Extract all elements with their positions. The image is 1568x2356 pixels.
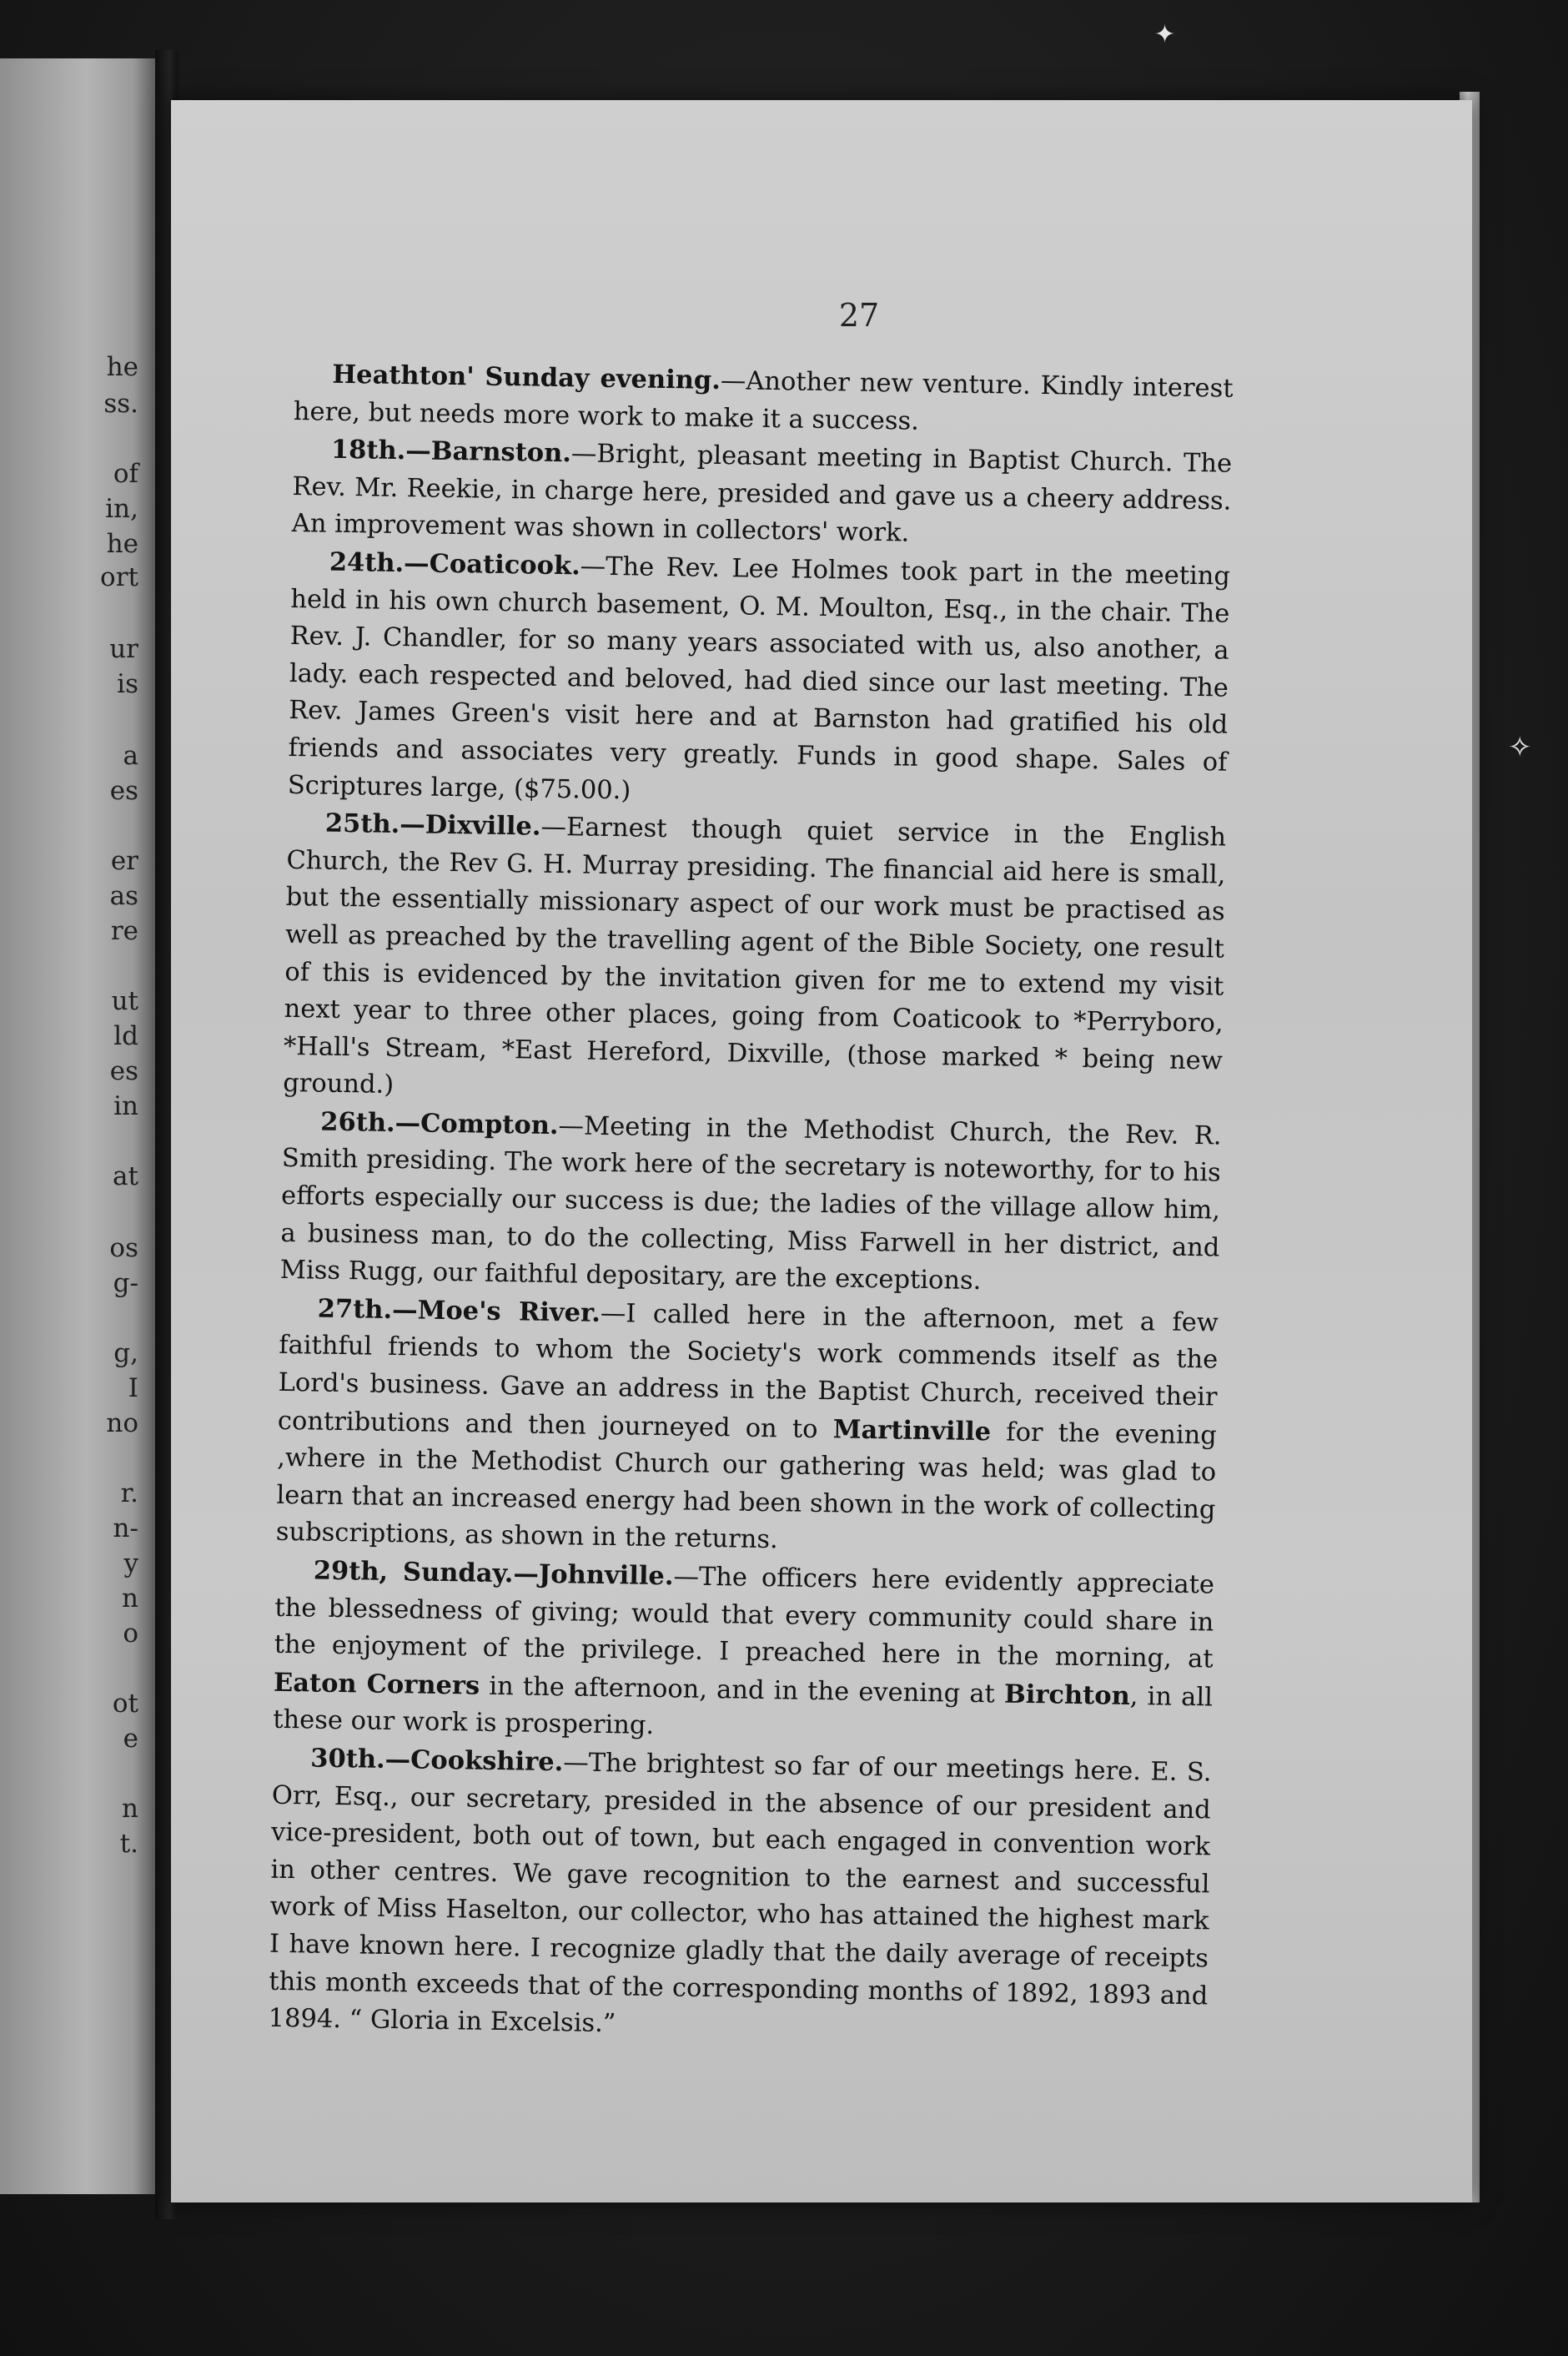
place-name: Eaton Corners: [273, 1667, 480, 1701]
page-number: 27: [838, 297, 880, 334]
left-page-fragment: no: [106, 1408, 138, 1438]
left-page-fragment: n-: [113, 1513, 138, 1543]
left-page-fragment: es: [109, 776, 138, 806]
scan-speck: ✧: [1508, 731, 1532, 764]
entry-body: —Another new venture. Kindly interest here, but needs more work to make it a success.: [293, 366, 1234, 436]
left-page-fragment: e: [123, 1724, 138, 1754]
left-page-fragment: ss.: [103, 389, 138, 419]
left-page-fragment: a: [123, 741, 138, 771]
left-page-fragment: he: [106, 352, 138, 382]
left-page-fragment: os: [109, 1233, 138, 1263]
entry-paragraph: [294, 355, 1234, 446]
entry-body: —The officers here evidently appreciate the blessedness of giving; would that every community could share in the enjoyment of the privilege. I preached here in the morning, at: [274, 1562, 1215, 1674]
left-page-fragment: he: [106, 529, 138, 559]
scan-speck: ✦: [1154, 20, 1176, 49]
left-page-fragment: is: [117, 669, 138, 699]
left-page-fragment: r.: [120, 1478, 138, 1508]
left-page-fragment: at: [113, 1161, 138, 1191]
place-name: Martinville: [832, 1413, 992, 1447]
entry-heading: Heathton' Sunday evening.: [332, 359, 721, 396]
left-page-fragment: ot: [112, 1689, 138, 1719]
entry-paragraph: [283, 804, 1226, 1117]
entry-heading: 25th.—Dixville.: [324, 808, 541, 842]
entry-body: , in all these our work is prospering.: [273, 1681, 1214, 1741]
entry-paragraph: [279, 1103, 1221, 1305]
left-facing-page: [0, 58, 157, 2194]
place-name: Birchton: [1003, 1679, 1131, 1711]
entry-body: —Earnest though quiet service in the English Church, the Rev G. H. Murray presiding. The financial aid here is small, but the essentially missionary aspect of our work must be practised as well as preached by the travelling agent of the Bible Society, one result of this is evidenced by the invitation given for me to extend my visit next year to three other places, going from Coaticook to *Perryboro, *Hall's Stream, *East Hereford, Dixville, (those marked * being new ground.): [283, 812, 1227, 1100]
right-page: [171, 100, 1472, 2202]
left-page-fragment: ut: [111, 986, 138, 1016]
entry-heading: 26th.—Compton.: [320, 1106, 559, 1140]
entry-body: —Meeting in the Methodist Church, the Rev. R. Smith presiding. The work here of the secretary is noteworthy, for to his efforts especially our success is due; the ladies of the village allow him, a business man, to do the collecting, Miss Farwell in her district, and Miss Rugg, our faithful depositary, are the exceptions.: [279, 1110, 1222, 1296]
entry-heading: 24th.—Coaticook.: [329, 546, 581, 581]
left-page-fragment: n: [122, 1794, 138, 1824]
left-page-fragment: in: [113, 1091, 138, 1121]
left-page-fragment: ort: [100, 562, 138, 592]
page-body-text: [268, 355, 1234, 2052]
entry-paragraph: [275, 1290, 1219, 1567]
left-page-fragment: er: [110, 846, 138, 876]
left-page-fragment: in,: [105, 494, 138, 524]
entry-paragraph: [273, 1552, 1214, 1754]
entry-paragraph: [288, 543, 1231, 819]
entry-heading: 27th.—Moe's River.: [317, 1293, 601, 1328]
entry-paragraph: [268, 1739, 1211, 2052]
entry-body: —The brightest so far of our meetings here. E. S. Orr, Esq., our secretary, presided in the absence of our president and vice-president, both out of town, but each engaged in convention work in other centres. We gave recognition to the earnest and successful work of Miss Haselton, our collector, who has attained the highest mark I have known here. I recognize gladly that the daily average of receipts this month exceeds that of the corresponding months of 1892, 1893 and 1894. “ Gloria in Excelsis.”: [268, 1748, 1212, 2039]
left-page-fragment: y: [123, 1548, 138, 1578]
entry-heading: 30th.—Cookshire.: [310, 1743, 564, 1778]
left-page-fragment: re: [110, 916, 138, 946]
left-page-fragment: g,: [113, 1338, 138, 1368]
left-page-fragment: ld: [113, 1021, 138, 1051]
entry-body: for the evening ,where in the Methodist Church our gathering was held; was glad to learn that an increased energy had been shown in the work of collecting subscriptions, as shown in the returns.: [275, 1417, 1218, 1555]
entry-heading: 18th.—Barnston.: [330, 434, 572, 469]
left-page-fragment: as: [109, 881, 138, 911]
entry-paragraph: [291, 430, 1232, 557]
entry-body: in the afternoon, and in the evening at: [479, 1671, 996, 1709]
entry-heading: 29th, Sunday.—Johnville.: [313, 1555, 674, 1592]
entry-body: —Bright, pleasant meeting in Baptist Church. The Rev. Mr. Reekie, in charge here, presided and gave us a cheery address. An improvement was shown in collectors' work.: [291, 439, 1233, 548]
left-page-fragment: t.: [119, 1829, 138, 1859]
left-page-fragment: g-: [113, 1268, 138, 1298]
entry-body: —I called here in the afternoon, met a few faithful friends to whom the Society's work commends itself as the Lord's business. Gave an address in the Baptist Church, received their contributions and then journeyed on to: [277, 1298, 1219, 1444]
left-page-fragment: n: [122, 1583, 138, 1613]
left-page-fragment: o: [123, 1618, 138, 1649]
entry-body: —The Rev. Lee Holmes took part in the meeting held in his own church basement, O. M. Moulton, Esq., in the chair. The Rev. J. Chandler, for so many years associated with us, also another, a lady. each respected and beloved, had died since our last meeting. The Rev. James Green's visit here and at Barnston had gratified his old friends and associates very greatly. Funds in good shape. Sales of Scriptures large, ($75.00.): [287, 551, 1231, 805]
left-page-fragment: es: [109, 1056, 138, 1086]
left-page-fragment: of: [113, 459, 138, 489]
left-page-fragment: I: [128, 1373, 138, 1403]
left-page-fragment: ur: [109, 634, 138, 664]
